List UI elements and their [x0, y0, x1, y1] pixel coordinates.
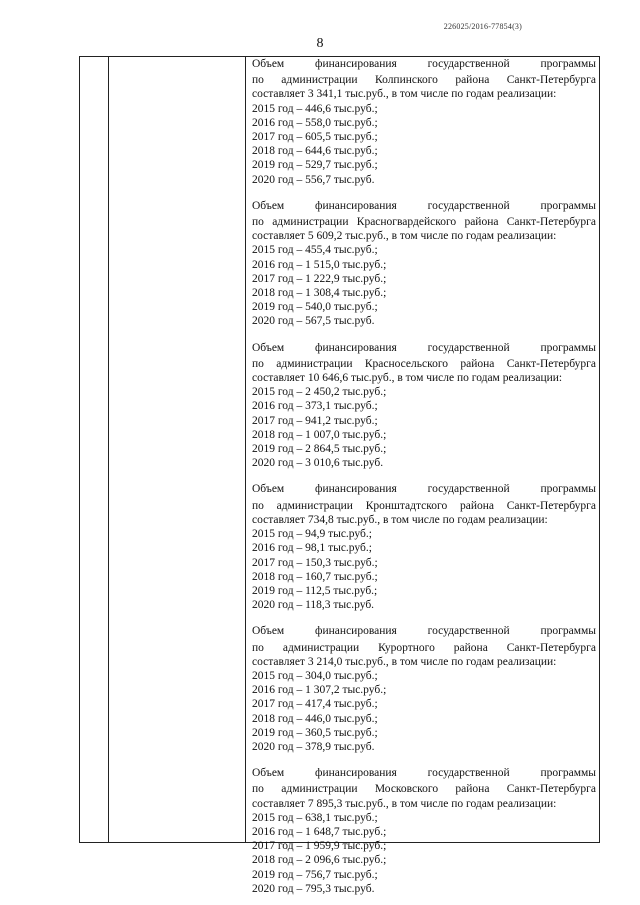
block-heading-line: по администрации Красногвардейского района Санкт-Петербурга	[252, 216, 596, 229]
year-line: 2020 год – 556,7 тыс.руб.	[252, 173, 375, 186]
year-line: 2015 год – 304,0 тыс.руб.;	[252, 669, 378, 682]
block-heading-line: по администрации Кронштадтского района Санкт-Петербурга	[252, 499, 596, 512]
year-line: 2015 год – 455,4 тыс.руб.;	[252, 244, 378, 257]
year-line: 2018 год – 160,7 тыс.руб.;	[252, 570, 378, 583]
block-heading-line: Объем финансирования государственной программы	[252, 58, 596, 70]
year-line: 2018 год – 1 308,4 тыс.руб.;	[252, 287, 387, 300]
year-line: 2019 год – 2 864,5 тыс.руб.;	[252, 443, 387, 456]
year-line: 2019 год – 756,7 тыс.руб.;	[252, 868, 378, 881]
year-line: 2020 год – 378,9 тыс.руб.	[252, 740, 375, 753]
year-line: 2015 год – 638,1 тыс.руб.;	[252, 811, 378, 824]
financing-block-kolpinsky	[252, 57, 596, 187]
financing-content-cell	[252, 57, 596, 896]
financing-block-krasnoselsky	[252, 341, 596, 471]
year-line: 2019 год – 360,5 тыс.руб.;	[252, 726, 378, 739]
year-line: 2019 год – 540,0 тыс.руб.;	[252, 301, 378, 314]
block-heading-line: по администрации Московского района Санкт-Петербурга	[252, 783, 596, 796]
year-line: 2015 год – 446,6 тыс.руб.;	[252, 102, 378, 115]
year-line: 2016 год – 1 648,7 тыс.руб.;	[252, 825, 387, 838]
financing-block-moskovsky	[252, 766, 596, 896]
year-line: 2020 год – 567,5 тыс.руб.	[252, 315, 375, 328]
year-line: 2019 год – 529,7 тыс.руб.;	[252, 159, 378, 172]
year-line: 2016 год – 98,1 тыс.руб.;	[252, 542, 372, 555]
block-total: составляет 734,8 тыс.руб., в том числе по годам реализации:	[252, 513, 548, 526]
column-divider-2	[245, 57, 246, 842]
year-line: 2018 год – 446,0 тыс.руб.;	[252, 712, 378, 725]
document-code: 226025/2016-77854(3)	[443, 22, 522, 31]
block-heading-line: по администрации Колпинского района Санкт-Петербурга	[252, 74, 596, 87]
year-line: 2020 год – 118,3 тыс.руб.	[252, 599, 375, 612]
financing-block-kronshtadtsky	[252, 482, 596, 612]
financing-table	[79, 56, 600, 895]
year-line: 2017 год – 605,5 тыс.руб.;	[252, 131, 378, 144]
block-heading-line: Объем финансирования государственной программы	[252, 625, 596, 638]
block-total: составляет 3 214,0 тыс.руб., в том числе по годам реализации:	[252, 655, 557, 668]
block-heading-line: Объем финансирования государственной программы	[252, 483, 596, 496]
year-line: 2017 год – 417,4 тыс.руб.;	[252, 698, 378, 711]
block-total: составляет 3 341,1 тыс.руб., в том числе по годам реализации:	[252, 88, 557, 101]
page-number: 8	[316, 36, 324, 51]
column-divider-1	[108, 57, 109, 842]
year-line: 2016 год – 373,1 тыс.руб.;	[252, 400, 378, 413]
year-line: 2016 год – 1 307,2 тыс.руб.;	[252, 684, 387, 697]
year-line: 2017 год – 1 222,9 тыс.руб.;	[252, 272, 387, 285]
year-line: 2015 год – 94,9 тыс.руб.;	[252, 528, 372, 541]
year-line: 2016 год – 558,0 тыс.руб.;	[252, 116, 378, 129]
block-heading-line: Объем финансирования государственной программы	[252, 767, 596, 780]
block-heading-line: Объем финансирования государственной программы	[252, 199, 596, 212]
block-total: составляет 10 646,6 тыс.руб., в том числе по годам реализации:	[252, 372, 563, 385]
block-total: составляет 7 895,3 тыс.руб., в том числе по годам реализации:	[252, 797, 557, 810]
year-line: 2018 год – 2 096,6 тыс.руб.;	[252, 854, 387, 867]
year-line: 2016 год – 1 515,0 тыс.руб.;	[252, 258, 387, 271]
year-line: 2018 год – 1 007,0 тыс.руб.;	[252, 428, 387, 441]
year-line: 2019 год – 112,5 тыс.руб.;	[252, 584, 378, 597]
year-line: 2017 год – 1 959,9 тыс.руб.;	[252, 840, 387, 853]
financing-block-krasnogvardeysky	[252, 199, 596, 329]
block-heading-line: по администрации Красносельского района Санкт-Петербурга	[252, 357, 596, 370]
year-line: 2018 год – 644,6 тыс.руб.;	[252, 145, 378, 158]
block-heading-line: Объем финансирования государственной программы	[252, 341, 596, 354]
year-line: 2015 год – 2 450,2 тыс.руб.;	[252, 386, 387, 399]
year-line: 2020 год – 795,3 тыс.руб.	[252, 882, 375, 895]
year-line: 2017 год – 150,3 тыс.руб.;	[252, 556, 378, 569]
year-line: 2020 год – 3 010,6 тыс.руб.	[252, 457, 384, 470]
year-line: 2017 год – 941,2 тыс.руб.;	[252, 414, 378, 427]
block-heading-line: по администрации Курортного района Санкт-Петербурга	[252, 641, 596, 654]
financing-block-kurortny	[252, 624, 596, 754]
block-total: составляет 5 609,2 тыс.руб., в том числе по годам реализации:	[252, 230, 557, 243]
